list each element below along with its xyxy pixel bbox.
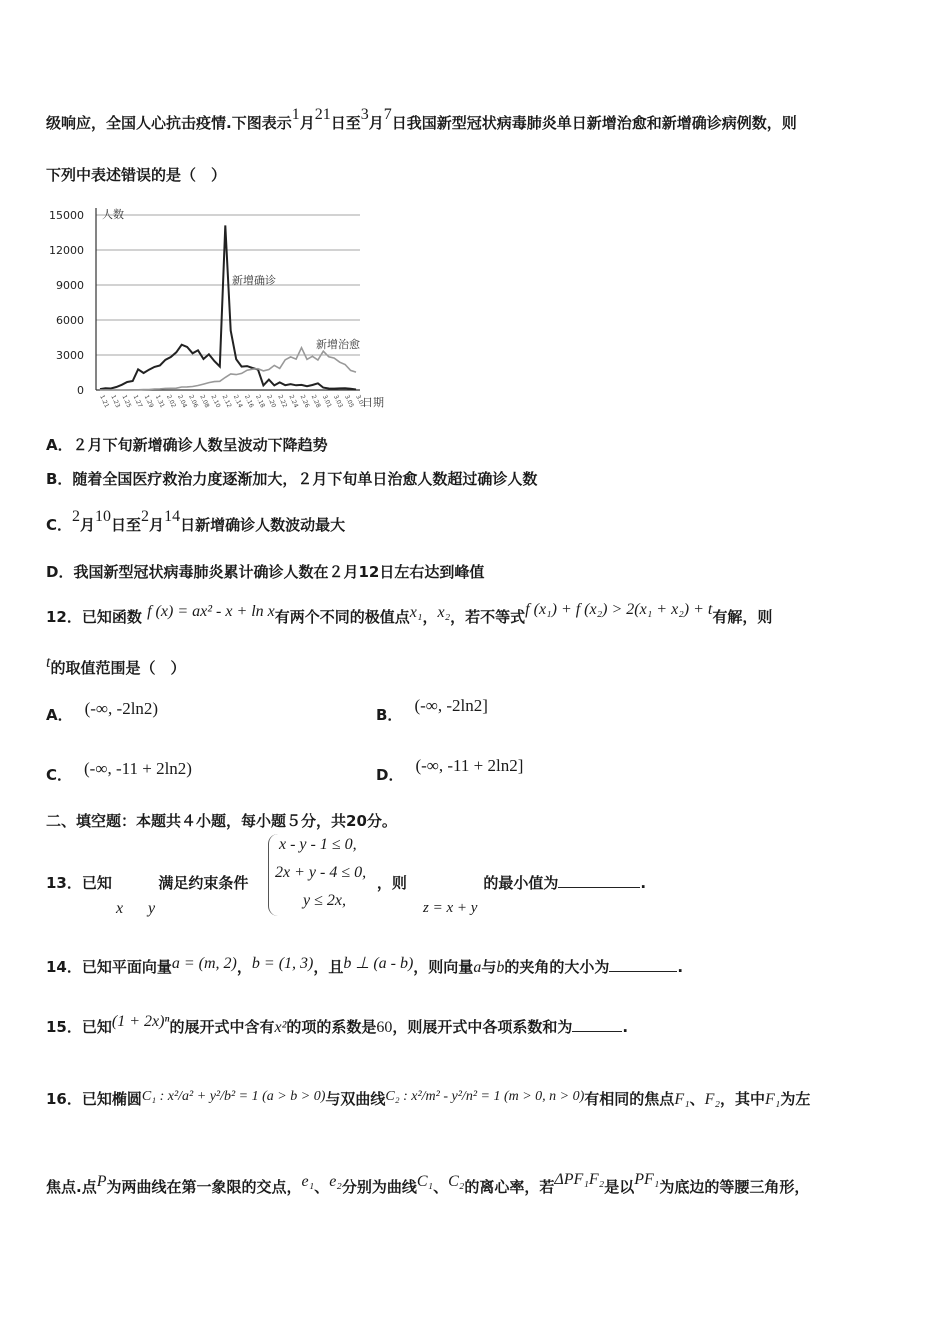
q12-d-value: (-∞, -11 + 2ln2] <box>415 756 524 775</box>
q16-p: P <box>96 1173 107 1190</box>
q15-line <box>46 1013 910 1037</box>
x-tick-label: 2.06 <box>187 393 200 409</box>
q11-month-end: 3 <box>360 106 369 123</box>
x-tick-label: 2.20 <box>265 393 278 409</box>
q12-d-label: D． <box>376 766 404 784</box>
x-tick-label: 3.01 <box>320 393 333 409</box>
chart-grid <box>96 208 360 390</box>
q16-line2 <box>46 1171 910 1197</box>
q16-tail: 为左 <box>780 1090 811 1108</box>
x-tick-label: 2.22 <box>276 393 289 409</box>
q16-sep2: 、 <box>314 1178 330 1196</box>
q14-pre: 14．已知平面向量 <box>46 958 172 976</box>
x-tick-label: 2.04 <box>176 393 189 409</box>
q15-coef: 60 <box>376 1019 393 1036</box>
x-tick-label: 3.05 <box>343 393 356 409</box>
q12-t: t <box>46 654 51 671</box>
q12-line2 <box>46 654 910 678</box>
q16-sep: 、 <box>689 1090 705 1108</box>
q13-mid: 满足约束条件 <box>158 874 249 892</box>
y-tick-label: 12000 <box>49 244 84 257</box>
q13-constraint-3: y ≤ 2x, <box>303 892 346 909</box>
y-tick-label: 9000 <box>56 279 84 292</box>
q14-and: ，且 <box>313 958 344 976</box>
q16-l2-b: 分别为曲线 <box>341 1178 417 1196</box>
q12-option-a[interactable] <box>46 699 159 725</box>
x-tick-label: 3.03 <box>331 393 344 409</box>
q16-mid2: 有相同的焦点 <box>584 1090 675 1108</box>
q12-ineq-pre: ，若不等式 <box>450 608 526 626</box>
x-tick-label: 1.27 <box>131 393 144 409</box>
q16-pf1: PF₁ <box>634 1171 660 1188</box>
q11-intro-text: 级响应，全国人心抗击疫情.下图表示 <box>46 114 292 132</box>
q11-intro-line <box>46 106 910 133</box>
q12-line1 <box>46 601 910 627</box>
y-tick-label: 3000 <box>56 349 84 362</box>
option-c-day2: 14 <box>164 508 181 525</box>
q15-pre: 15．已知 <box>46 1018 112 1036</box>
q16-mid: 与双曲线 <box>325 1090 386 1108</box>
q13-var-x: x <box>116 900 124 917</box>
option-c-day1: 10 <box>95 508 112 525</box>
x-tick-label: 2.10 <box>209 393 222 409</box>
y-tick-label: 15000 <box>49 209 84 222</box>
q11-option-b[interactable]: B．随着全国医疗救治力度逐渐加大，２月下旬单日治愈人数超过确诊人数 <box>46 470 538 488</box>
x-tick-label: 2.26 <box>298 393 311 409</box>
q12-comma: ， <box>422 608 438 626</box>
q16-f1b: F₁ <box>765 1091 781 1108</box>
q13-constraint-2: 2x + y - 4 ≤ 0, <box>275 864 367 881</box>
q14-vector-b: b = (1, 3) <box>251 955 314 972</box>
q15-expr: (1 + 2x)ⁿ <box>111 1013 170 1030</box>
x-tick-label: 2.12 <box>220 393 233 409</box>
q14-perp: b ⊥ (a - b) <box>343 955 414 972</box>
x-tick-label: 2.08 <box>198 393 211 409</box>
q11-month-unit-2: 月 <box>368 114 384 132</box>
q12-option-b[interactable] <box>376 696 488 725</box>
q15-answer-blank[interactable] <box>572 1017 622 1032</box>
label-new-cured: 新增治愈 <box>316 338 360 351</box>
q16-sep3: 、 <box>433 1178 449 1196</box>
x-tick-label: 1.31 <box>153 393 166 409</box>
q15-mid2: 的项的系数是 <box>286 1018 377 1036</box>
x-tick-label: 3.07 <box>354 393 367 409</box>
q11-option-c[interactable] <box>46 508 910 535</box>
q13-constraint-system <box>268 834 379 916</box>
q12-function: f (x) = ax² - x + ln x <box>147 603 275 620</box>
q12-c-label: C． <box>46 766 73 784</box>
x-axis-label: 日期 <box>362 396 384 409</box>
q14-end: . <box>677 958 684 976</box>
x-tick-label: 2.14 <box>231 393 244 409</box>
q14-line: 14．已知平面向量a = (m, 2)，b = (1, 3)，且b ⊥ (a - b)，则向量a与b的夹角的大小为 . <box>46 955 684 976</box>
x-tick-label: 1.25 <box>120 393 133 409</box>
q11-day-end: 7 <box>383 106 392 123</box>
section-2-heading: 二、填空题：本题共４小题，每小题５分，共20分。 <box>46 812 397 830</box>
x-tick-label: 1.21 <box>98 393 111 409</box>
q16-ellipse: C₁ : x²/a² + y²/b² = 1 (a > b > 0) <box>141 1089 326 1104</box>
q16-l2-c: 的离心率，若 <box>464 1178 555 1196</box>
q16-l2-e: 为底边的等腰三角形， <box>659 1178 810 1196</box>
q16-e1: e₁ <box>301 1173 315 1190</box>
q16-mid3: ，其中 <box>720 1090 766 1108</box>
x-tick-label: 2.18 <box>254 393 267 409</box>
q16-triangle: ΔPF₁F₂ <box>554 1171 605 1188</box>
q11-to: 日至 <box>330 114 361 132</box>
q14-mid: ，则向量 <box>413 958 474 976</box>
y-tick-label: 6000 <box>56 314 84 327</box>
q14-va: a <box>473 959 482 976</box>
q12-c-value: (-∞, -11 + 2ln2) <box>84 759 192 778</box>
q13-end: . <box>640 874 647 892</box>
q12-x1: x₁ <box>409 604 423 621</box>
q12-option-c[interactable] <box>46 759 192 785</box>
q12-a-label: A． <box>46 706 73 724</box>
q16-e2: e₂ <box>329 1173 342 1190</box>
q13-then: ，则 <box>376 874 407 892</box>
q15-x2: x² <box>274 1019 287 1036</box>
q16-f2: F₂ <box>704 1091 721 1108</box>
option-c-month1: 2 <box>72 508 81 525</box>
q14-answer-blank[interactable] <box>609 957 677 972</box>
q12-b-value: (-∞, -2ln2] <box>414 696 488 715</box>
q13-objective: z = x + y <box>423 900 478 916</box>
x-tick-label: 2.24 <box>287 393 300 409</box>
q11-option-a[interactable]: A．２月下旬新增确诊人数呈波动下降趋势 <box>46 436 328 454</box>
q11-intro-text-2: 日我国新型冠状病毒肺炎单日新增治愈和新增确诊病例数，则 <box>391 114 797 132</box>
option-c-tail: 日新增确诊人数波动最大 <box>180 516 346 534</box>
q13-tail: 的最小值为 <box>483 874 559 892</box>
q11-option-d[interactable]: D．我国新型冠状病毒肺炎累计确诊人数在２月12日左右达到峰值 <box>46 563 485 581</box>
q12-tail: 有解，则 <box>712 608 773 626</box>
q16-c1: C₁ <box>416 1173 434 1190</box>
y-tick-label: 0 <box>77 384 84 397</box>
q12-num: 12．已知函数 <box>46 608 142 626</box>
q14-tail: 的夹角的大小为 <box>504 958 610 976</box>
option-c-month2: 2 <box>141 508 150 525</box>
x-tick-label: 2.16 <box>242 393 255 409</box>
q15-end: . <box>622 1018 629 1036</box>
q12-line2-text: 的取值范围是（ ） <box>50 659 186 677</box>
q16-line1 <box>46 1088 910 1109</box>
q13-constraint-1: x - y - 1 ≤ 0, <box>279 836 357 853</box>
q13-line <box>46 872 910 893</box>
q16-hyperbola: C₂ : x²/m² - y²/n² = 1 (m > 0, n > 0) <box>385 1089 585 1104</box>
q14-vector-a: a = (m, 2) <box>171 955 237 972</box>
q13-answer-blank[interactable] <box>558 873 640 888</box>
option-c-unit1: 月 <box>80 516 96 534</box>
option-c-label: C． <box>46 516 73 534</box>
q15-tail: ，则展开式中各项系数和为 <box>392 1018 573 1036</box>
q16-c2: C₂ <box>448 1173 465 1190</box>
x-tick-label: 2.02 <box>164 393 177 409</box>
x-tick-label: 1.23 <box>109 393 122 409</box>
q12-option-d[interactable] <box>376 756 524 785</box>
q16-l2-a: 为两曲线在第一象限的交点， <box>106 1178 302 1196</box>
covid-line-chart <box>44 200 394 415</box>
q16-l2-d: 是以 <box>604 1178 635 1196</box>
q12-a-value: (-∞, -2ln2) <box>84 699 159 718</box>
q12-b-label: B． <box>376 706 403 724</box>
option-c-unit2: 月 <box>149 516 165 534</box>
q13-var-y: y <box>148 900 156 917</box>
q16-l2-pre: 焦点.点 <box>46 1178 97 1196</box>
q12-mid: 有两个不同的极值点 <box>274 608 410 626</box>
x-tick-label: 1.29 <box>142 393 155 409</box>
q11-day-start: 21 <box>314 106 331 123</box>
q16-pre: 16．已知椭圆 <box>46 1090 142 1108</box>
x-axis-ticks <box>98 394 366 409</box>
q16-f1: F₁ <box>674 1091 690 1108</box>
option-c-to: 日至 <box>111 516 142 534</box>
label-new-confirmed: 新增确诊 <box>232 274 276 287</box>
q13-pre: 13．已知 <box>46 874 112 892</box>
q12-inequality: f (x₁) + f (x₂) > 2(x₁ + x₂) + t <box>525 601 713 618</box>
q11-question-line: 下列中表述错误的是（ ） <box>46 166 227 184</box>
q12-x2: x₂ <box>437 604 451 621</box>
q11-month-start: 1 <box>291 106 300 123</box>
y-axis-ticks <box>49 209 84 397</box>
q14-vb: b <box>496 959 505 976</box>
x-tick-label: 2.28 <box>309 393 322 409</box>
q14-with: 与 <box>481 958 497 976</box>
q11-month-unit: 月 <box>299 114 315 132</box>
y-axis-label: 人数 <box>102 208 124 221</box>
q15-mid: 的展开式中含有 <box>169 1018 275 1036</box>
